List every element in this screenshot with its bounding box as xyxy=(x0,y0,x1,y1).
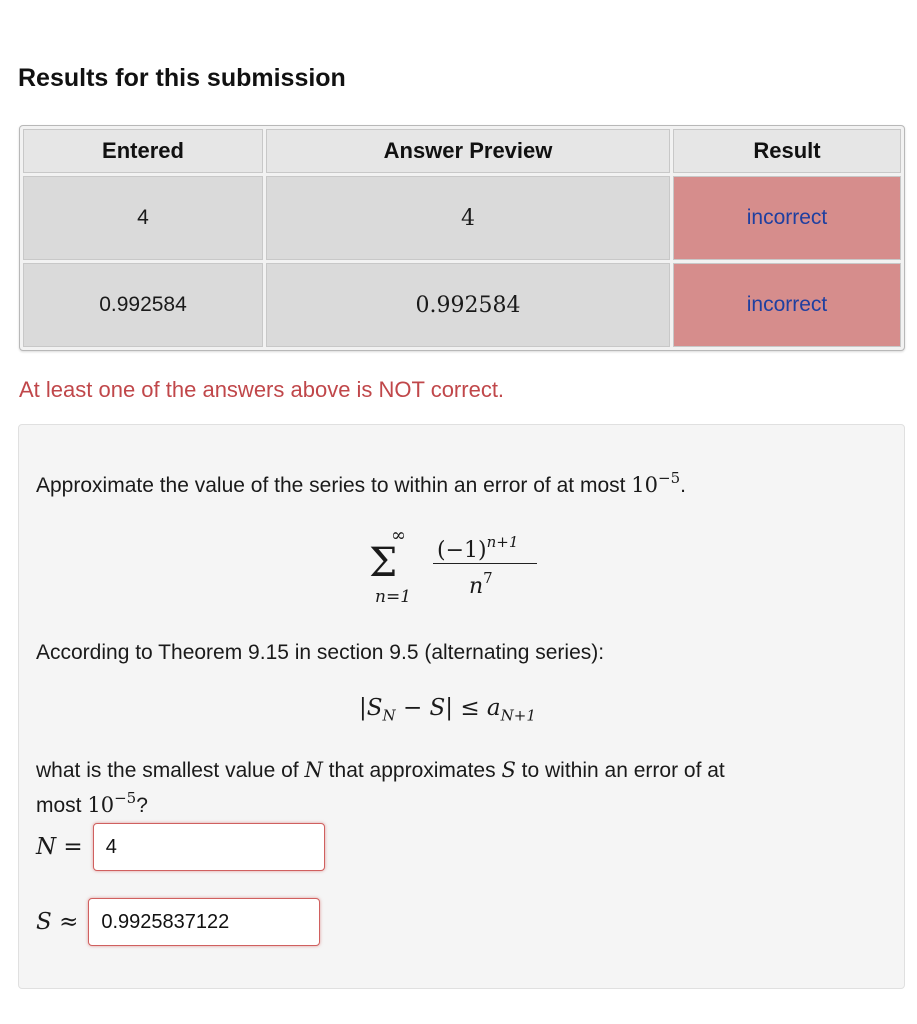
intro-text: Approximate the value of the series to within an error of at most xyxy=(36,474,632,497)
fraction-bar xyxy=(433,563,537,564)
n-answer-row xyxy=(36,823,325,871)
error-bound-inequality: $|S_N - S| \le a_{N+1}$ xyxy=(359,695,536,725)
n-answer-input[interactable] xyxy=(93,823,325,871)
question-text: what is the smallest value of N that approximates S to within an error of at most $10^{-5}$? xyxy=(36,758,725,817)
entered-cell: 0.992584 xyxy=(23,263,263,347)
series-denominator: $n^7$ xyxy=(469,569,493,599)
series-numerator: $(-1)^{n+1}$ xyxy=(437,533,519,563)
s-answer-row xyxy=(36,898,320,946)
series-upper-limit: ∞ xyxy=(391,525,406,546)
theorem-text: According to Theorem 9.15 in section 9.5 (alternating series): xyxy=(36,641,605,664)
results-table xyxy=(19,125,905,351)
results-title: Results for this submission xyxy=(18,64,346,92)
problem-intro xyxy=(36,467,686,502)
s-label: S ≈ xyxy=(36,909,79,935)
result-cell: incorrect xyxy=(673,263,901,347)
n-label: N = xyxy=(36,834,83,860)
sigma-symbol: Σ xyxy=(369,540,398,586)
header-result: Result xyxy=(673,129,901,173)
problem-box xyxy=(18,424,905,989)
table-row xyxy=(23,176,901,260)
preview-cell: 0.992584 xyxy=(266,263,670,347)
intro-end: . xyxy=(680,474,686,497)
intro-base: 10 xyxy=(631,473,659,497)
entered-cell: 4 xyxy=(23,176,263,260)
preview-cell: 4 xyxy=(266,176,670,260)
table-row xyxy=(23,263,901,347)
intro-exponent: −5 xyxy=(658,469,681,487)
header-entered: Entered xyxy=(23,129,263,173)
header-answer-preview: Answer Preview xyxy=(266,129,670,173)
s-answer-input[interactable] xyxy=(88,898,320,946)
result-cell: incorrect xyxy=(673,176,901,260)
series-lower-limit: n=1 xyxy=(375,587,412,607)
series-formula xyxy=(369,525,589,615)
warning-message: At least one of the answers above is NOT correct. xyxy=(19,377,505,402)
